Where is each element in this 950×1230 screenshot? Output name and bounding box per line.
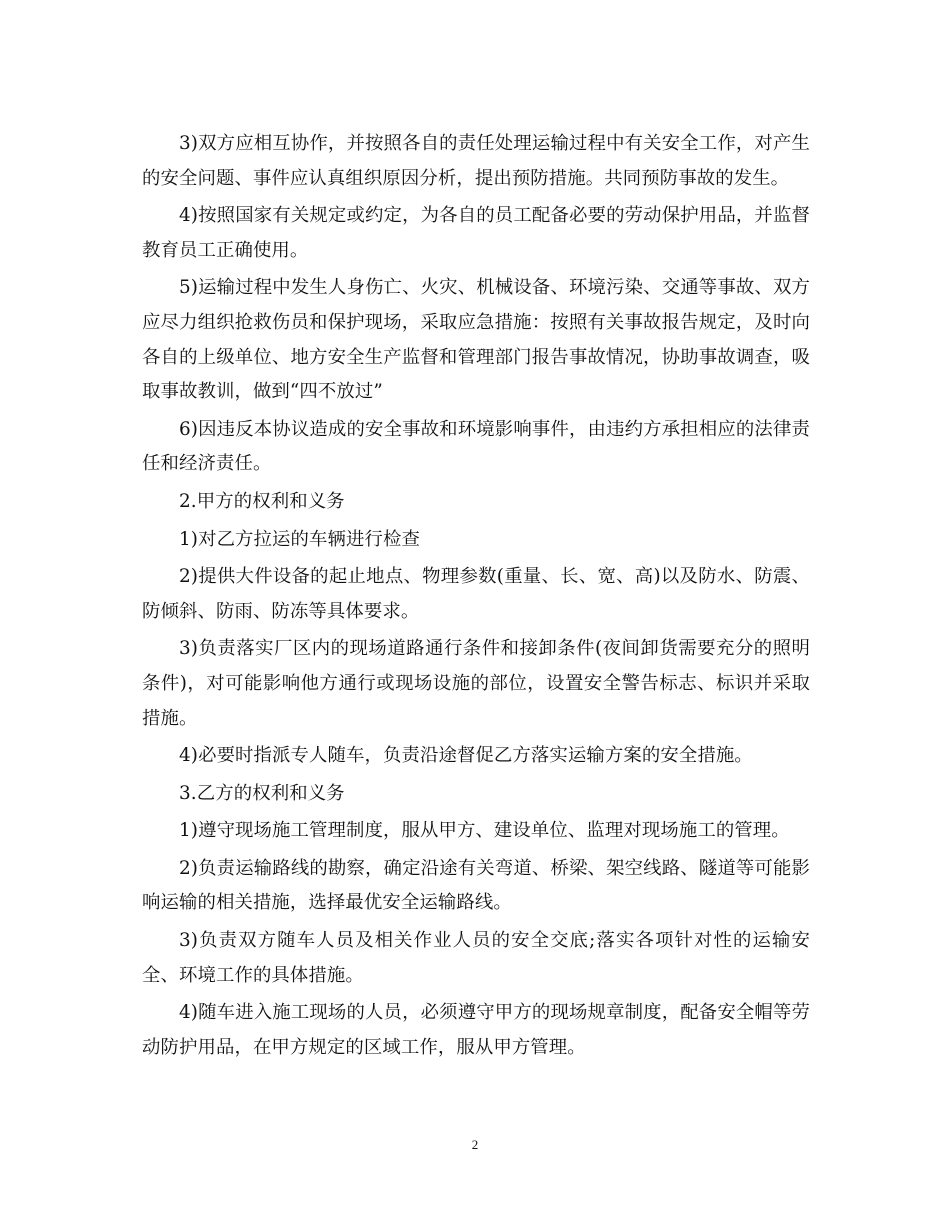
party-b-item-3: 3)负责双方随车人员及相关作业人员的安全交底;落实各项针对性的运输安全、环境工作的具体措施。 [142, 930, 810, 986]
party-a-item-3: 3)负责落实厂区内的现场道路通行条件和接卸条件(夜间卸货需要充分的照明条件)，对可能影响他方通行或现场设施的部位，设置安全警告标志、标识并采取措施。 [142, 638, 810, 729]
section-heading-party-b: 3.乙方的权利和义务 [179, 782, 345, 804]
party-a-item-2: 2)提供大件设备的起止地点、物理参数(重量、长、宽、高)以及防水、防震、防倾斜、防雨、防冻等具体要求。 [142, 566, 810, 622]
party-b-item-4: 4)随车进入施工现场的人员，必须遵守甲方的现场规章制度，配备安全帽等劳动防护用品，在甲方规定的区域工作，服从甲方管理。 [142, 1002, 810, 1058]
section-heading-party-a: 2.甲方的权利和义务 [179, 490, 345, 512]
paragraph-5-accident-response: 5)运输过程中发生人身伤亡、火灾、机械设备、环境污染、交通等事故、双方应尽力组织抢救伤员和保护现场，采取应急措施：按照有关事故报告规定，及时向各自的上级单位、地方安全生产监督和管理部门报告事故情况，协助事故调查，吸取事故教训，做到“四不放过” [142, 277, 810, 403]
party-a-item-1: 1)对乙方拉运的车辆进行检查 [179, 528, 420, 550]
page-number: 2 [471, 1137, 479, 1152]
party-b-item-2: 2)负责运输路线的勘察，确定沿途有关弯道、桥梁、架空线路、隧道等可能影响运输的相关措施，选择最优安全运输路线。 [142, 857, 810, 914]
party-b-item-1: 1)遵守现场施工管理制度，服从甲方、建设单位、监理对现场施工的管理。 [179, 820, 790, 842]
document-body [142, 127, 810, 1068]
paragraph-3-cooperation: 3)双方应相互协作，并按照各自的责任处理运输过程中有关安全工作，对产生的安全问题、事件应认真组织原因分析，提出预防措施。共同预防事故的发生。 [142, 133, 810, 189]
paragraph-4-protective-equipment: 4)按照国家有关规定或约定，为各自的员工配备必要的劳动保护用品，并监督教育员工正确使用。 [142, 205, 810, 261]
paragraph-6-breach-liability: 6)因违反本协议造成的安全事故和环境影响事件，由违约方承担相应的法律责任和经济责任。 [142, 418, 810, 475]
party-a-item-4: 4)必要时指派专人随车，负责沿途督促乙方落实运输方案的安全措施。 [179, 745, 753, 767]
